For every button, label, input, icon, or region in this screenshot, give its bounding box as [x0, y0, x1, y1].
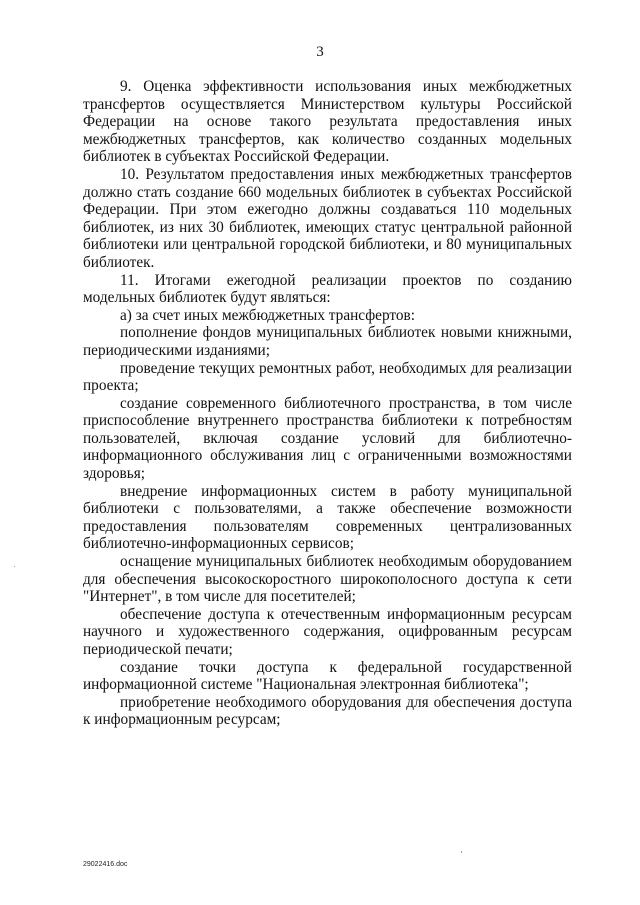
paragraph-9: 9. Оценка эффективности использования иных межбюджетных трансфертов осуществляется Министерством культуры Российской Федерации на основе такого результата предоставления иных межбюджетных трансфертов, как количество созданных модельных библиотек в субъектах Российской Федерации. — [83, 78, 572, 166]
list-item: пополнение фондов муниципальных библиотек новыми книжными, периодическими изданиями; — [83, 324, 572, 359]
list-item: обеспечение доступа к отечественным информационным ресурсам научного и художественного содержания, оцифрованным ресурсам периодической печати; — [83, 605, 572, 658]
footer-file-name: 29022416.doc — [83, 861, 128, 868]
scan-speck — [461, 851, 462, 853]
list-item: создание точки доступа к федеральной государственной информационной системе "Национальная электронная библиотека"; — [83, 658, 572, 694]
paragraph-11: 11. Итогами ежегодной реализации проектов по созданию модельных библиотек будут являться: — [83, 271, 572, 307]
list-item: приобретение необходимого оборудования для обеспечения доступа к информационным ресурсам; — [83, 693, 572, 729]
scan-speck — [14, 566, 15, 567]
list-item: внедрение информационных систем в работу муниципальной библиотеки с пользователями, а также обеспечение возможности предоставления пользователям современных централизованных библиотечно-информационных сервисов; — [83, 482, 572, 553]
document-body — [83, 78, 572, 729]
list-item: создание современного библиотечного пространства, в том числе приспособление внутреннего пространства библиотеки к потребностям пользователей, включая создание условий для библиотечно-информационного обслуживания лиц с ограниченными возможностями здоровья; — [83, 394, 572, 483]
list-item: проведение текущих ремонтных работ, необходимых для реализации проекта; — [83, 359, 572, 395]
subpoint-a: а) за счет иных межбюджетных трансфертов: — [120, 306, 416, 324]
paragraph-10: 10. Результатом предоставления иных межбюджетных трансфертов должно стать создание 660 модельных библиотек в субъектах Российской Федерации. При этом ежегодно должны создаваться 110 модельных библиотек, из них 30 библиотек, имеющих статус центральной районной библиотеки или центральной городской библиотеки, и 80 муниципальных библиотек. — [83, 165, 572, 271]
page-number: 3 — [316, 44, 324, 60]
list-item: оснащение муниципальных библиотек необходимым оборудованием для обеспечения высокоскоростного широкополосного доступа к сети "Интернет", в том числе для посетителей; — [83, 553, 572, 606]
